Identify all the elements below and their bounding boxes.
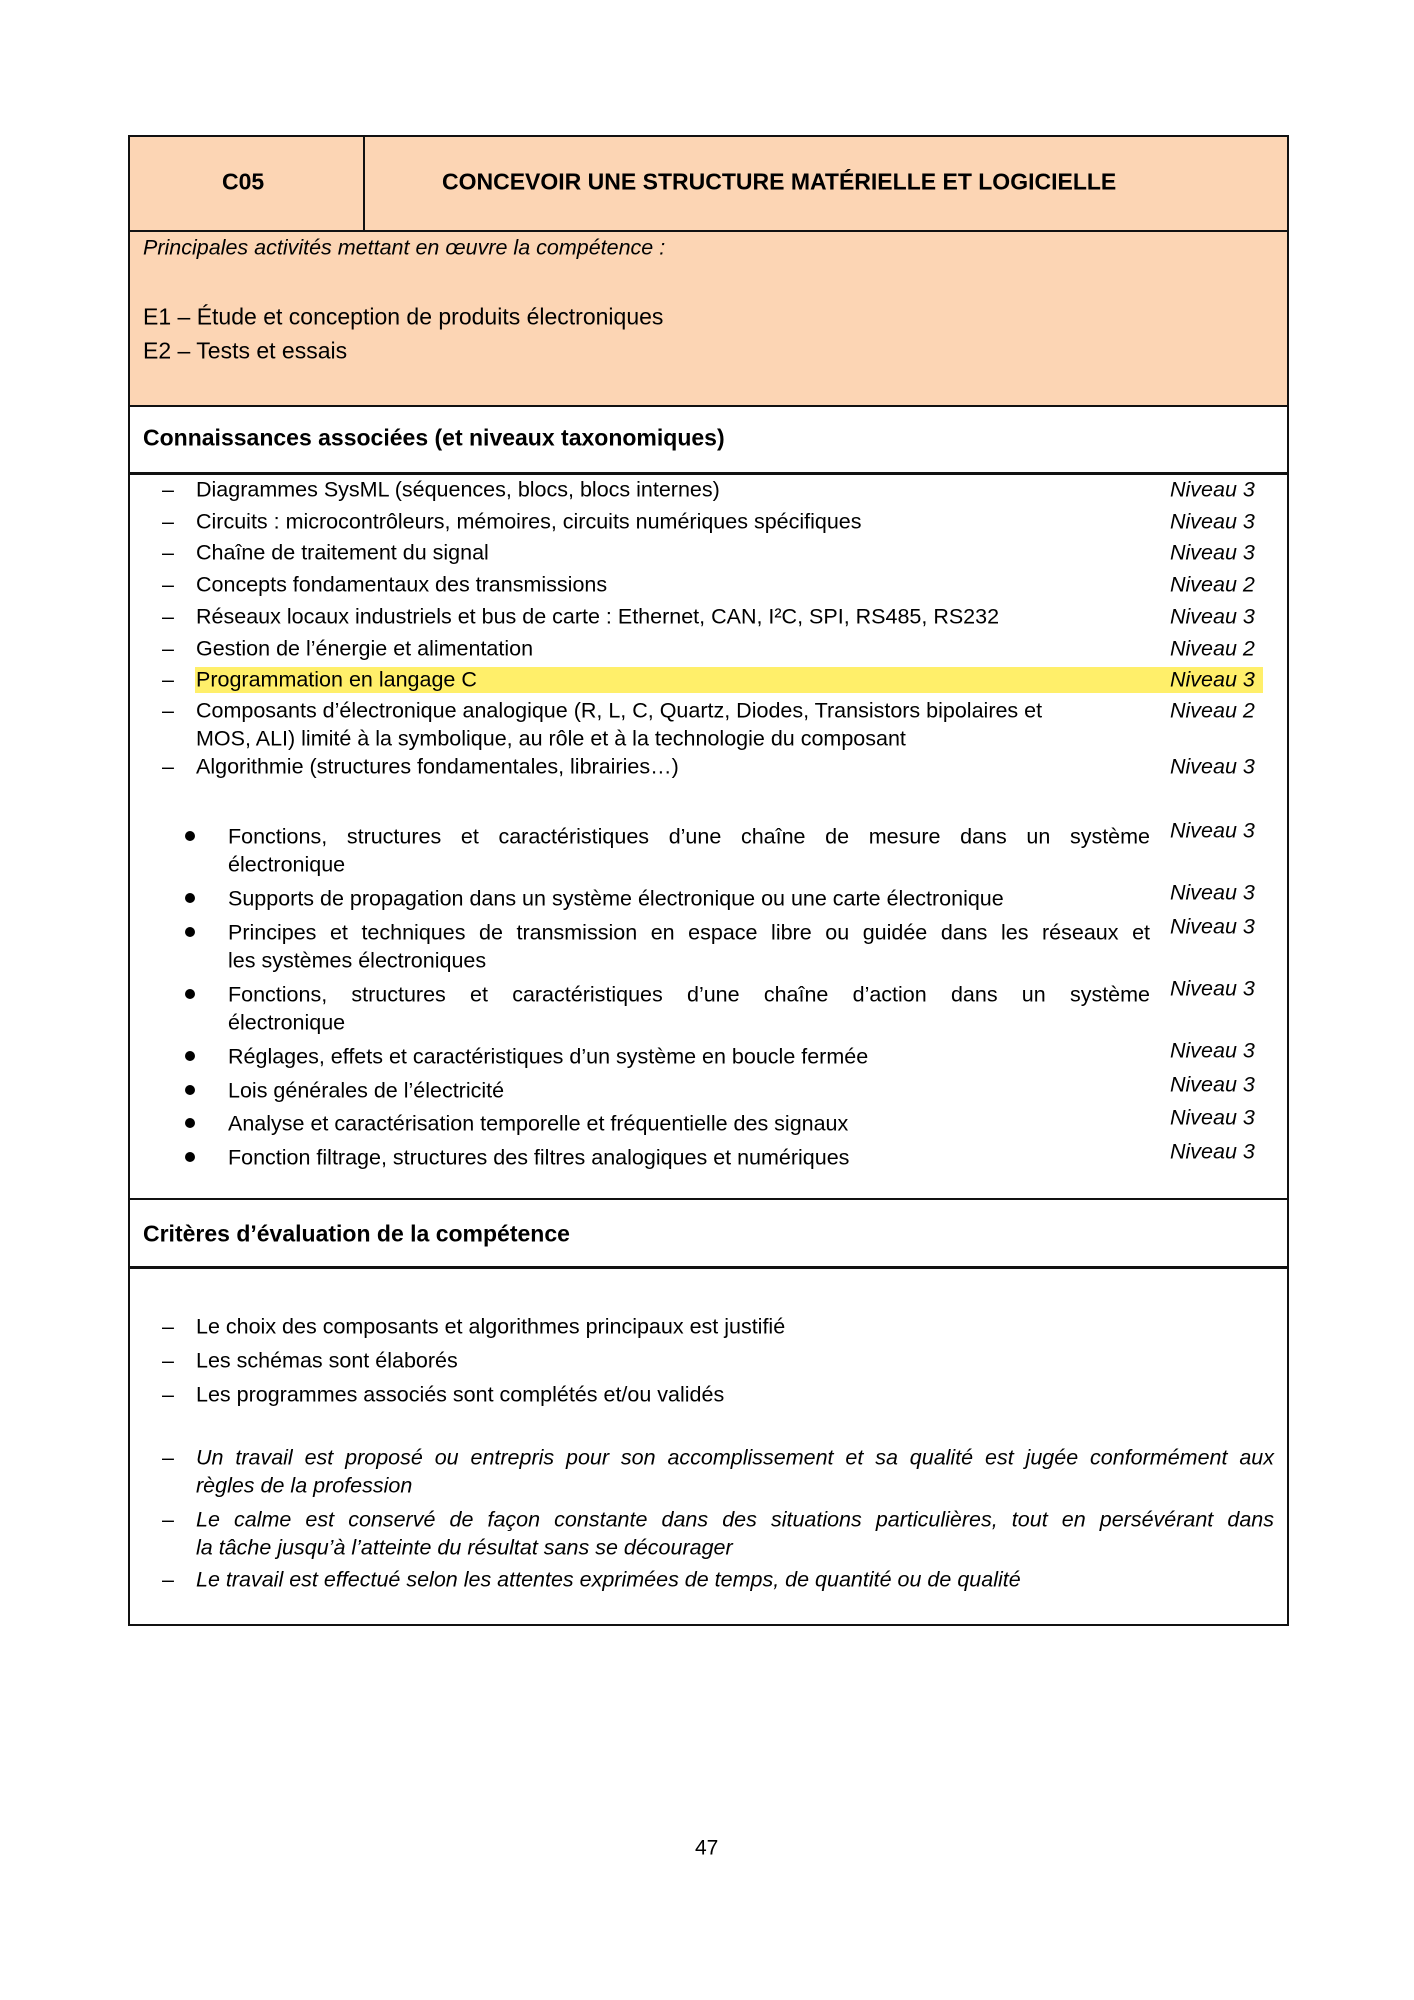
dash-marker: –	[162, 1567, 174, 1592]
list-item-text: Fonctions, structures et caractéristiques d’une chaîne de mesure dans un système	[228, 824, 1150, 849]
competence-title: CONCEVOIR UNE STRUCTURE MATÉRIELLE ET LOGICIELLE	[442, 168, 1117, 195]
criteria-heading: Critères d’évaluation de la compétence	[143, 1220, 570, 1247]
level-label: Niveau 3	[1170, 880, 1255, 905]
list-item-text: Un travail est proposé ou entrepris pour son accomplissement et sa qualité est jugée conformément aux	[196, 1445, 1274, 1470]
list-item-text: Réseaux locaux industriels et bus de carte : Ethernet, CAN, I²C, SPI, RS485, RS232	[196, 604, 1000, 629]
dash-marker: –	[162, 604, 174, 629]
bullet-icon	[185, 1085, 195, 1095]
dash-marker: –	[162, 572, 174, 597]
level-label: Niveau 3	[1170, 1038, 1255, 1063]
list-item-text-continued: la tâche jusqu’à l’atteinte du résultat sans se décourager	[196, 1535, 733, 1560]
list-item-text: Principes et techniques de transmission en espace libre ou guidée dans les réseaux et	[228, 920, 1150, 945]
dash-marker: –	[162, 636, 174, 661]
list-item-text: Circuits : microcontrôleurs, mémoires, circuits numériques spécifiques	[196, 509, 862, 534]
level-label: Niveau 3	[1170, 1139, 1255, 1164]
activity-e2: E2 – Tests et essais	[143, 337, 348, 364]
list-item-text: Gestion de l’énergie et alimentation	[196, 636, 534, 661]
level-label: Niveau 3	[1170, 1105, 1255, 1130]
page-number: 47	[695, 1836, 719, 1860]
divider-header	[128, 230, 1289, 232]
level-label: Niveau 3	[1170, 976, 1255, 1001]
dash-marker: –	[162, 540, 174, 565]
bullet-icon	[185, 1118, 195, 1128]
level-label: Niveau 3	[1170, 818, 1255, 843]
level-label: Niveau 2	[1170, 698, 1255, 723]
dash-marker: –	[162, 509, 174, 534]
dash-marker: –	[162, 667, 174, 692]
level-label: Niveau 2	[1170, 572, 1255, 597]
list-item-text: Programmation en langage C	[196, 667, 477, 692]
level-label: Niveau 3	[1170, 754, 1255, 779]
dash-marker: –	[162, 1348, 174, 1373]
list-item-text-continued: électronique	[228, 1010, 346, 1035]
competence-code: C05	[222, 168, 265, 195]
list-item-text: Algorithmie (structures fondamentales, librairies…)	[196, 754, 679, 779]
dash-marker: –	[162, 698, 174, 723]
list-item-text-continued: les systèmes électroniques	[228, 948, 487, 973]
level-label: Niveau 3	[1170, 604, 1255, 629]
list-item-text: Le travail est effectué selon les attentes exprimées de temps, de quantité ou de qualité	[196, 1567, 1021, 1592]
dash-marker: –	[162, 1314, 174, 1339]
list-item-text: Analyse et caractérisation temporelle et fréquentielle des signaux	[228, 1111, 849, 1136]
level-label: Niveau 3	[1170, 540, 1255, 565]
header-column-divider	[363, 135, 365, 231]
list-item-text: Le choix des composants et algorithmes principaux est justifié	[196, 1314, 786, 1339]
dash-marker: –	[162, 1382, 174, 1407]
level-label: Niveau 3	[1170, 477, 1255, 502]
list-item-text: Fonction filtrage, structures des filtres analogiques et numériques	[228, 1145, 850, 1170]
bullet-icon	[185, 989, 195, 999]
bullet-icon	[185, 893, 195, 903]
list-item-text: Lois générales de l’électricité	[228, 1078, 505, 1103]
divider-criteria-top	[128, 1198, 1289, 1200]
level-label: Niveau 3	[1170, 509, 1255, 534]
list-item-text: Concepts fondamentaux des transmissions	[196, 572, 608, 597]
divider-activities	[128, 405, 1289, 407]
activity-e1: E1 – Étude et conception de produits électroniques	[143, 303, 664, 330]
level-label: Niveau 3	[1170, 1072, 1255, 1097]
list-item-text: Les schémas sont élaborés	[196, 1348, 458, 1373]
bullet-icon	[185, 831, 195, 841]
list-item-text: Les programmes associés sont complétés et/ou validés	[196, 1382, 725, 1407]
list-item-text: Le calme est conservé de façon constante dans des situations particulières, tout en persévérant dans	[196, 1507, 1274, 1532]
list-item-text: Supports de propagation dans un système électronique ou une carte électronique	[228, 886, 1004, 911]
bullet-icon	[185, 927, 195, 937]
list-item-text-continued: règles de la profession	[196, 1473, 413, 1498]
level-label: Niveau 3	[1170, 667, 1255, 692]
activities-intro: Principales activités mettant en œuvre la compétence :	[143, 235, 666, 260]
list-item-text-continued: MOS, ALI) limité à la symbolique, au rôle et à la technologie du composant	[196, 726, 906, 751]
list-item-text: Fonctions, structures et caractéristiques d’une chaîne d’action dans un système	[228, 982, 1150, 1007]
knowledge-heading: Connaissances associées (et niveaux taxonomiques)	[143, 424, 725, 451]
level-label: Niveau 3	[1170, 914, 1255, 939]
divider-criteria-heading	[128, 1266, 1289, 1269]
list-item-text: Diagrammes SysML (séquences, blocs, blocs internes)	[196, 477, 720, 502]
divider-knowledge-heading	[128, 472, 1289, 475]
list-item-text: Chaîne de traitement du signal	[196, 540, 489, 565]
list-item-text-continued: électronique	[228, 852, 346, 877]
dash-marker: –	[162, 1445, 174, 1470]
dash-marker: –	[162, 1507, 174, 1532]
bullet-icon	[185, 1152, 195, 1162]
list-item-text: Réglages, effets et caractéristiques d’un système en boucle fermée	[228, 1044, 869, 1069]
bullet-icon	[185, 1051, 195, 1061]
dash-marker: –	[162, 754, 174, 779]
dash-marker: –	[162, 477, 174, 502]
level-label: Niveau 2	[1170, 636, 1255, 661]
list-item-text: Composants d’électronique analogique (R, L, C, Quartz, Diodes, Transistors bipolaires et	[196, 698, 1043, 723]
